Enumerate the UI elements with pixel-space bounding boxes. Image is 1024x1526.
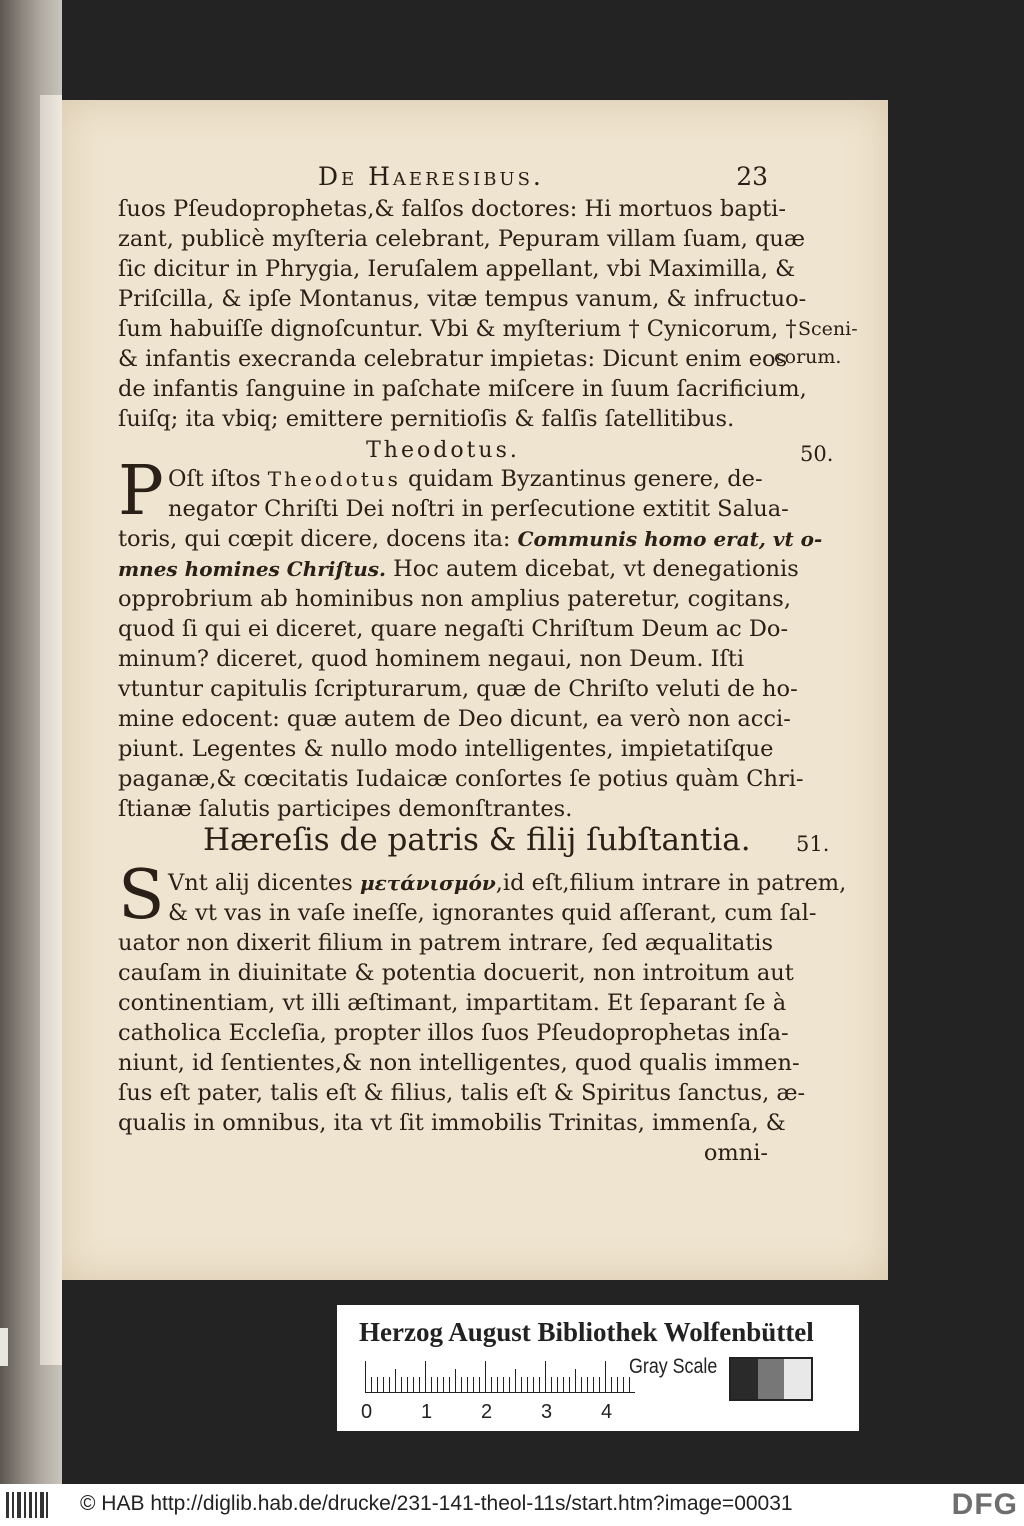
text-span: toris, qui cœpit dicere, docens ita: xyxy=(118,526,518,552)
margin-note: Sceni- xyxy=(798,318,858,340)
ruler-tick xyxy=(587,1377,588,1393)
text-line xyxy=(168,870,847,896)
text-line: quod ſi qui ei diceret, quare negaſti Chriſtum Deum ac Do- xyxy=(118,616,789,642)
italic-quote: mnes homines Chriſtus. xyxy=(118,557,386,581)
text-line: opprobrium ab hominibus non amplius pateretur, cogitans, xyxy=(118,586,791,612)
viewer-footer xyxy=(0,1484,1024,1526)
ruler-tick xyxy=(629,1377,630,1393)
ruler-tick xyxy=(383,1377,384,1393)
ruler-tick xyxy=(455,1369,456,1393)
ruler-tick xyxy=(419,1377,420,1393)
ruler-tick xyxy=(497,1377,498,1393)
text-line: vtuntur capitulis ſcripturarum, quæ de Chriſto veluti de ho- xyxy=(118,676,798,702)
library-label-card xyxy=(337,1305,859,1431)
ruler-tick xyxy=(443,1377,444,1393)
gray-scale-label: Gray Scale xyxy=(629,1355,718,1378)
text-line: paganæ,& cœcitatis Iudaicæ conſortes ſe potius quàm Chri- xyxy=(118,766,804,792)
text-line: ſuos Pſeudoprophetas,& falſos doctores: Hi mortuos bapti- xyxy=(118,196,786,222)
catchword: omni- xyxy=(703,1140,768,1166)
text-line: & infantis execranda celebratur impietas: Dicunt enim eos xyxy=(118,346,788,372)
section-heading-theodotus: Theodotus. xyxy=(366,438,520,463)
ruler-tick xyxy=(377,1377,378,1393)
text-line: ſuiſq; ita vbiq; emittere pernitioſis & falſis ſatellitibus. xyxy=(118,406,735,432)
ruler-tick xyxy=(473,1377,474,1393)
text-span: Oſt iſtos xyxy=(168,466,268,492)
dropcap-p: P xyxy=(118,452,164,531)
source-link[interactable]: © HAB http://diglib.hab.de/drucke/231-141-theol-11s/start.htm?image=00031 xyxy=(80,1492,793,1515)
barcode-icon xyxy=(6,1492,48,1518)
page-tab-marker xyxy=(0,1328,8,1366)
text-line xyxy=(168,468,768,491)
margin-note: corum. xyxy=(774,346,842,368)
text-line: de infantis ſanguine in paſchate miſcere in ſuum ſacrificium, xyxy=(118,376,807,402)
text-line: Priſcilla, & ipſe Montanus, vitæ tempus vanum, & infructuo- xyxy=(118,286,807,312)
ruler-tick xyxy=(551,1377,552,1393)
section-heading-haeresis: Hæreſis de patris & filij ſubſtantia. xyxy=(203,822,751,858)
text-span: Vnt alij dicentes xyxy=(168,870,360,896)
ruler-baseline xyxy=(365,1392,635,1393)
ruler-tick xyxy=(449,1377,450,1393)
text-line: cauſam in diuinitate & potentia docuerit, non introitum aut xyxy=(118,960,794,986)
name-smallcaps: Theodotus xyxy=(267,467,401,491)
ruler-tick xyxy=(527,1377,528,1393)
ruler-tick xyxy=(479,1377,480,1393)
text-line xyxy=(118,526,823,552)
ruler-tick xyxy=(539,1377,540,1393)
gray-swatch-mid xyxy=(758,1359,785,1399)
ruler-tick xyxy=(461,1377,462,1393)
text-line: catholica Eccleſia, propter illos ſuos Pſeudoprophetas inſa- xyxy=(118,1020,789,1046)
ruler-number: 3 xyxy=(541,1401,553,1423)
ruler-tick xyxy=(407,1377,408,1393)
ruler-tick xyxy=(425,1361,426,1393)
ruler-tick xyxy=(503,1377,504,1393)
ruler-tick xyxy=(413,1377,414,1393)
text-span: quidam Byzantinus genere, de- xyxy=(400,466,763,492)
gray-swatch-light xyxy=(784,1359,811,1399)
scale-ruler xyxy=(365,1361,635,1393)
page-number: 23 xyxy=(736,162,768,191)
text-line: ſic dicitur in Phrygia, Ieruſalem appellant, vbi Maximilla, & xyxy=(118,256,796,282)
text-line: minum? diceret, quod hominem negaui, non Deum. Iſti xyxy=(118,646,745,672)
ruler-tick xyxy=(521,1377,522,1393)
text-line: ſum habuiſſe dignoſcuntur. Vbi & myſterium † Cynicorum, † xyxy=(118,316,797,342)
ruler-tick xyxy=(395,1369,396,1393)
text-line: niunt, id ſentientes,& non intelligentes, quod qualis immen- xyxy=(118,1050,800,1076)
ruler-tick xyxy=(485,1361,486,1393)
text-line: ſtianæ ſalutis participes demonſtrantes. xyxy=(118,796,573,822)
gray-scale-swatches xyxy=(729,1357,813,1401)
text-span: ,id eſt,filium intrare in patrem, xyxy=(495,870,847,896)
ruler-tick xyxy=(491,1377,492,1393)
text-line: ſus eſt pater, talis eſt & filius, talis eſt & Spiritus ſanctus, æ- xyxy=(118,1080,806,1106)
ruler-tick xyxy=(371,1377,372,1393)
ruler-number: 0 xyxy=(361,1401,373,1423)
italic-quote: Communis homo erat, vt o- xyxy=(517,527,823,551)
page-header xyxy=(118,162,768,196)
ruler-tick xyxy=(593,1377,594,1393)
ruler-tick xyxy=(515,1369,516,1393)
text-line: qualis in omnibus, ita vt ſit immobilis Trinitas, immenſa, & xyxy=(118,1110,786,1136)
running-title: De Haeresibus. xyxy=(318,162,544,191)
text-line: piunt. Legentes & nullo modo intelligentes, impietatiſque xyxy=(118,736,774,762)
ruler-tick xyxy=(563,1377,564,1393)
ruler-tick xyxy=(467,1377,468,1393)
text-line: & vt vas in vaſe ineſſe, ignorantes quid aſſerant, cum ſal- xyxy=(168,900,817,926)
text-line: zant, publicè myſteria celebrant, Pepuram villam ſuam, quæ xyxy=(118,226,806,252)
section-number: 51. xyxy=(796,832,830,856)
ruler-tick xyxy=(389,1377,390,1393)
ruler-tick xyxy=(545,1361,546,1393)
ruler-tick xyxy=(533,1377,534,1393)
text-span: Hoc autem dicebat, vt denegationis xyxy=(385,556,799,582)
adjacent-page-edge xyxy=(0,0,62,1484)
dropcap-s: S xyxy=(118,856,165,935)
ruler-tick xyxy=(431,1377,432,1393)
ruler-tick xyxy=(575,1369,576,1393)
ruler-tick xyxy=(611,1377,612,1393)
text-line: negator Chriſti Dei noſtri in perſecutione extitit Salua- xyxy=(168,496,789,522)
ruler-tick xyxy=(401,1377,402,1393)
ruler-tick xyxy=(437,1377,438,1393)
book-page xyxy=(62,100,888,1280)
text-line xyxy=(118,556,799,582)
dfg-logo: DFG xyxy=(951,1488,1018,1521)
ruler-tick xyxy=(569,1377,570,1393)
greek-word: μετάνισμόν xyxy=(359,871,496,895)
library-name: Herzog August Bibliothek Wolfenbüttel xyxy=(359,1317,814,1347)
text-line: continentiam, vt illi æſtimant, impartitam. Et ſeparant ſe à xyxy=(118,990,787,1016)
text-line: mine edocent: quæ autem de Deo dicunt, ea verò non acci- xyxy=(118,706,791,732)
ruler-number: 1 xyxy=(421,1401,433,1423)
ruler-number: 2 xyxy=(481,1401,493,1423)
ruler-tick xyxy=(599,1377,600,1393)
ruler-number: 4 xyxy=(601,1401,613,1423)
ruler-tick xyxy=(605,1361,606,1393)
ruler-tick xyxy=(623,1377,624,1393)
ruler-tick xyxy=(557,1377,558,1393)
ruler-tick xyxy=(617,1377,618,1393)
text-line: uator non dixerit filium in patrem intrare, ſed æqualitatis xyxy=(118,930,774,956)
ruler-tick xyxy=(509,1377,510,1393)
section-number: 50. xyxy=(800,442,834,466)
ruler-tick xyxy=(581,1377,582,1393)
ruler-tick xyxy=(365,1361,366,1393)
gray-swatch-dark xyxy=(731,1359,758,1399)
